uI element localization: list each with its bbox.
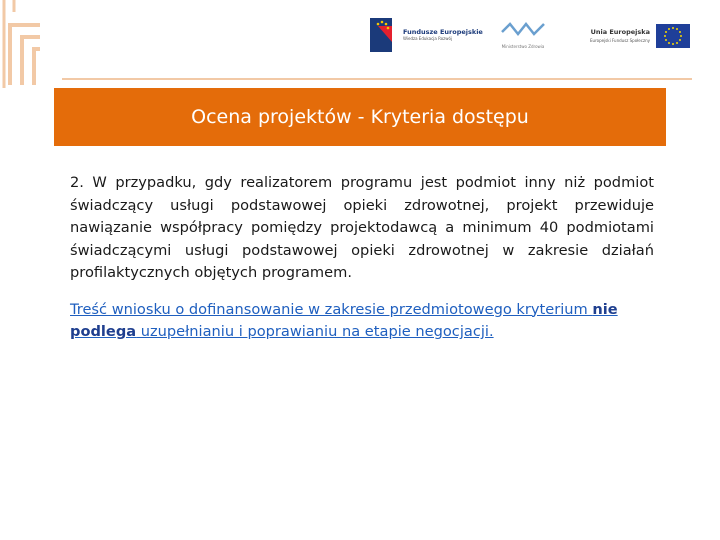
logo-mz-subtitle: Ministerstwo Zdrowia: [501, 44, 545, 49]
logo-ministerstwo-zdrowia: [500, 20, 546, 49]
eu-flag-icon: [656, 24, 690, 48]
note-bold: nie podlega: [70, 300, 618, 340]
logo-ue-name: Unia Europejska: [590, 28, 650, 37]
title-banner: [54, 88, 666, 146]
fundusze-europejskie-icon: [370, 18, 400, 52]
logo-unia-europejska: [590, 24, 690, 48]
logo-fe-name: Fundusze Europejskie: [403, 27, 483, 36]
logo-fe-subtitle: Wiedza Edukacja Rozwój: [403, 36, 453, 42]
header-divider: [62, 78, 692, 80]
criterion-text: 2. W przypadku, gdy realizatorem programu jest podmiot inny niż podmiot świadczący usługi podstawowej opieki zdrowotnej, projekt przewiduje nawiązanie współpracy pomiędzy projektodawcą a minimum 40 podmiotami świadczącymi usługi podstawowej opieki zdrowotnej w zakresie działań profilaktycznych objętych programem.: [70, 174, 654, 281]
page-title: Ocena projektów - Kryteria dostępu: [191, 106, 529, 128]
logo-bar: [370, 14, 710, 58]
logo-fundusze-europejskie: [370, 18, 483, 52]
note-part-2: uzupełnianiu i poprawianiu na etapie negocjacji.: [136, 323, 494, 340]
decorative-corner-frame: [0, 0, 60, 90]
ministerstwo-zdrowia-icon: [500, 20, 546, 42]
logo-ue-subtitle: Europejski Fundusz Społeczny: [590, 37, 650, 43]
negotiation-note: [70, 299, 654, 344]
note-part-1: Treść wniosku o dofinansowanie w zakresie przedmiotowego kryterium: [70, 300, 593, 318]
criterion-content: [70, 172, 654, 344]
